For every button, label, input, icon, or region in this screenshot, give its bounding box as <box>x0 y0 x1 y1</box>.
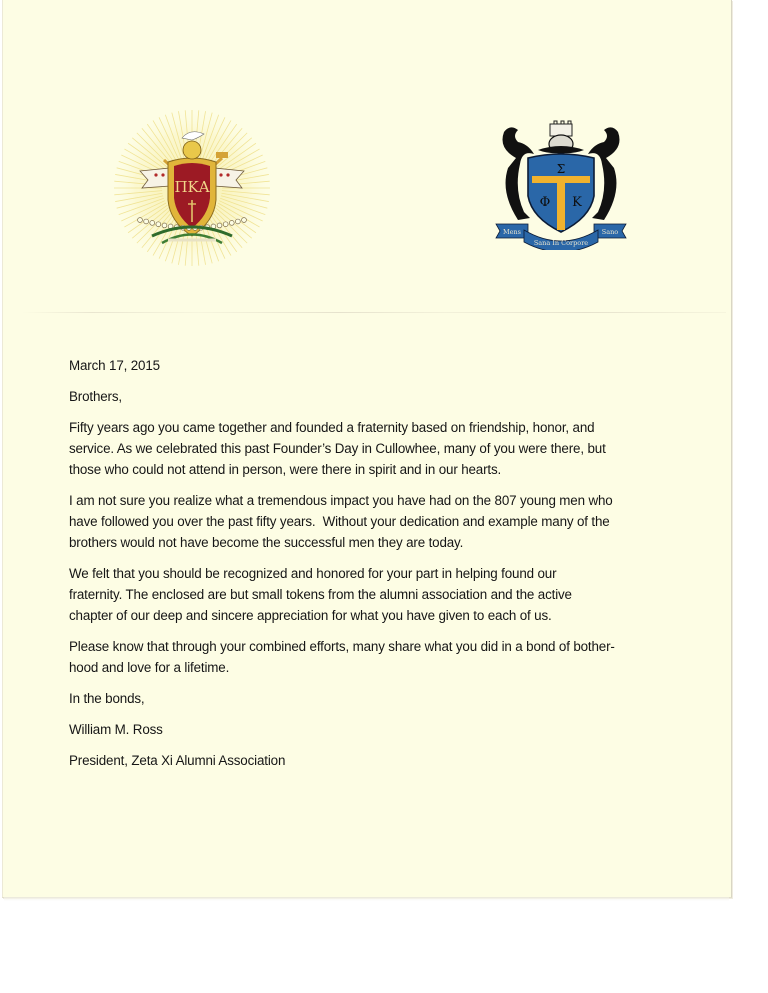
letter-date: March 17, 2015 <box>69 358 160 373</box>
letter-body <box>69 355 669 771</box>
paragraph-line: those who could not attend in person, were there in spirit and in our hearts. <box>69 462 502 477</box>
pi-kappa-alpha-crest-icon <box>112 108 272 273</box>
letter-salutation: Brothers, <box>69 389 122 404</box>
pearl <box>144 219 149 224</box>
pearl <box>223 222 228 227</box>
paragraph-line: service. As we celebrated this past Founder’s Day in Cullowhee, many of you were there, but <box>69 441 606 456</box>
motto-text-left: Mens <box>502 228 522 236</box>
paragraph-line: fraternity. The enclosed are but small tokens from the alumni association and the active <box>69 587 572 602</box>
letter-paragraph-1 <box>69 417 669 480</box>
motto-text-right: Sano <box>601 228 619 236</box>
paragraph-line: hood and love for a lifetime. <box>69 660 230 675</box>
pearl <box>217 223 222 228</box>
pearl <box>150 220 155 225</box>
shield-letter-sigma: Σ <box>556 162 566 176</box>
sigma-phi-kappa-crest-icon <box>494 120 628 250</box>
letter-closing: In the bonds, <box>69 691 145 706</box>
pearl <box>138 218 143 223</box>
signer-title: President, Zeta Xi Alumni Association <box>69 753 286 768</box>
motto-text-center: Sana In Corpore <box>533 239 589 247</box>
paragraph-line: chapter of our deep and sincere appreciation for what you have given to each of us. <box>69 608 552 623</box>
paragraph-line: Please know that through your combined efforts, many share what you did in a bond of bother- <box>69 639 615 654</box>
paper-bottom-edge <box>4 897 729 901</box>
paragraph-line: I am not sure you realize what a tremendous impact you have had on the 807 young men who <box>69 493 613 508</box>
pearl <box>242 218 247 223</box>
pearl <box>156 222 161 227</box>
letter-paragraph-3 <box>69 563 669 626</box>
paragraph-line: have followed you over the past fifty years. Without your dedication and example many of the <box>69 514 610 529</box>
pearl <box>235 219 240 224</box>
letter-paragraph-4 <box>69 636 669 678</box>
shield-letter-kappa: Κ <box>572 195 582 210</box>
shield-letters: ΠΚΑ <box>174 178 210 196</box>
shield-cross-post <box>557 176 565 230</box>
letter-paper <box>2 0 732 898</box>
signer-name: William M. Ross <box>69 722 163 737</box>
paper-fold-line <box>22 312 726 313</box>
helmet-icon <box>183 141 201 159</box>
pearl <box>229 220 234 225</box>
tower-icon <box>550 124 572 136</box>
shield-letter-phi: Φ <box>539 195 551 210</box>
letter-paragraph-2 <box>69 490 669 553</box>
paper-left-edge <box>2 0 3 897</box>
pearl <box>162 223 167 228</box>
paragraph-line: brothers would not have become the successful men they are today. <box>69 535 464 550</box>
crest-key-head <box>216 152 228 158</box>
paragraph-line: We felt that you should be recognized and honored for your part in helping found our <box>69 566 557 581</box>
paragraph-line: Fifty years ago you came together and founded a fraternity based on friendship, honor, and <box>69 420 595 435</box>
